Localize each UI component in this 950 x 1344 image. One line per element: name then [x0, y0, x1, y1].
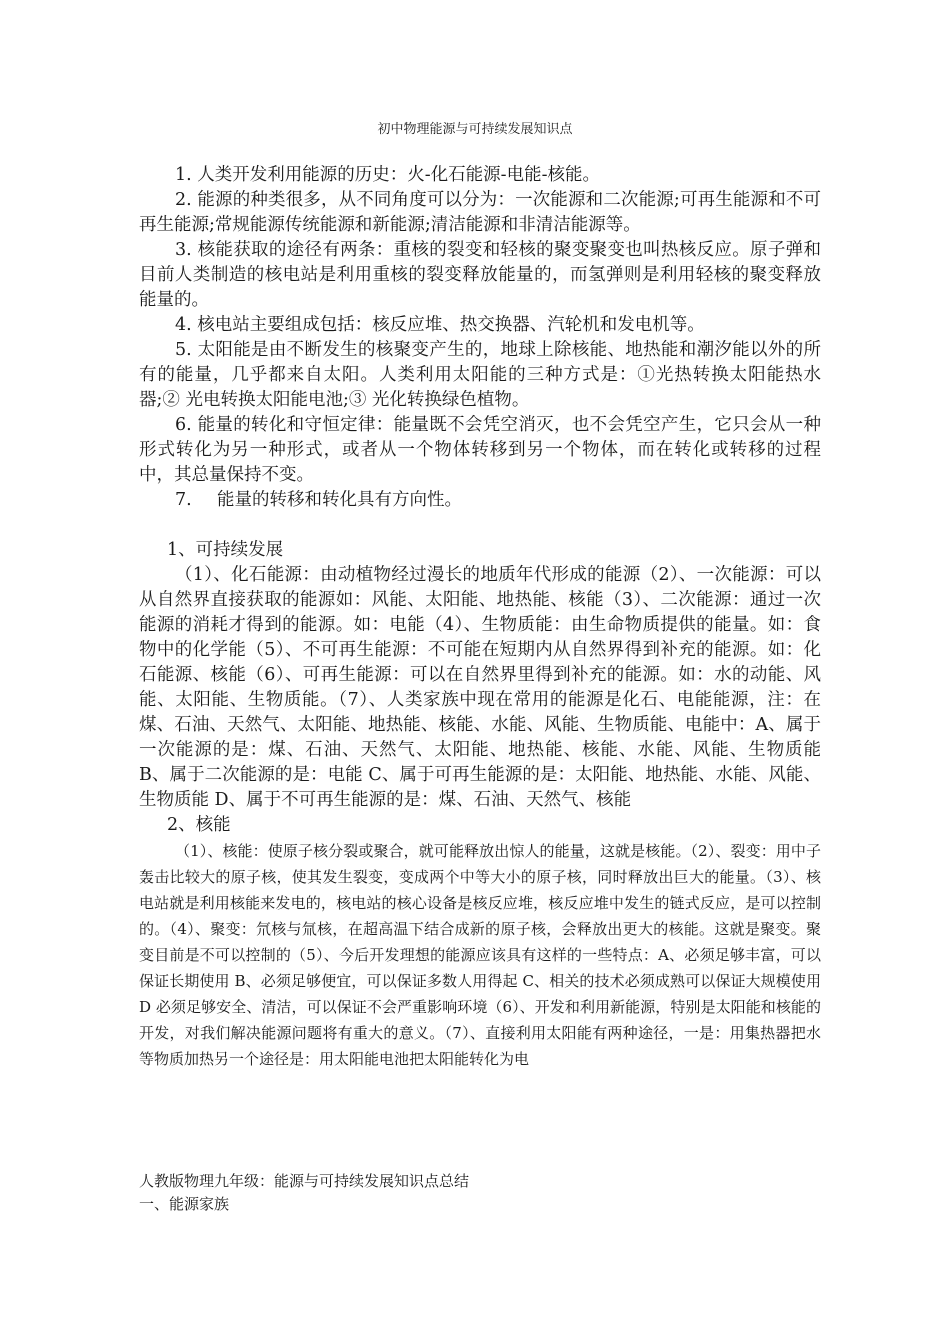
list-item-number: 7. [175, 490, 192, 510]
document-body [139, 163, 821, 1072]
list-item: 6. 能量的转化和守恒定律：能量既不会凭空消灭，也不会凭空产生，它只会从一种形式转化为另一种形式，或者从一个物体转移到另一个物体，而在转化或转移的过程中，其总量保持不变。 [139, 415, 821, 485]
spacer [139, 513, 821, 538]
summary-block [139, 1170, 821, 1216]
list-item: 5. 太阳能是由不断发生的核聚变产生的，地球上除核能、地热能和潮汐能以外的所有的能量，几乎都来自太阳。人类利用太阳能的三种方式是：①光热转换太阳能热水器;② 光电转换太阳能电池;③ 光化转换绿色植物。 [139, 340, 821, 410]
section-paragraph: （1）、核能：使原子核分裂或聚合，就可能释放出惊人的能量，这就是核能。（2）、裂变：用中子轰击比较大的原子核，使其发生裂变，变成两个中等大小的原子核，同时释放出巨大的能量。（3）、核电站就是利用核能来发电的，核电站的核心设备是核反应堆，核反应堆中发生的链式反应，是可以控制的。（4）、聚变：氘核与氚核，在超高温下结合成新的原子核，会释放出更大的核能。这就是聚变。聚变目前是不可以控制的（5）、今后开发理想的能源应该具有这样的一些特点：A、必须足够丰富，可以保证长期使用 B、必须足够便宜，可以保证多数人用得起 C、相关的技术必须成熟可以保证大规模使用 D 必须足够安全、清洁，可以保证不会严重影响环境（6）、开发和利用新能源，特别是太阳能和核能的开发，对我们解决能源问题将有重大的意义。（7）、直接利用太阳能有两种途径，一是：用集热器把水等物质加热另一个途径是：用太阳能电池把太阳能转化为电 [139, 842, 821, 1068]
section-heading: 2、核能 [167, 815, 231, 835]
list-item: 3. 核能获取的途径有两条：重核的裂变和轻核的聚变聚变也叫热核反应。原子弹和目前人类制造的核电站是利用重核的裂变释放能量的，而氢弹则是利用轻核的聚变释放能量的。 [139, 240, 821, 310]
list-item: 1. 人类开发利用能源的历史：火-化石能源-电能-核能。 [175, 165, 600, 185]
list-item: 4. 核电站主要组成包括：核反应堆、热交换器、汽轮机和发电机等。 [175, 315, 705, 335]
summary-subheading: 一、能源家族 [139, 1195, 230, 1213]
summary-title: 人教版物理九年级：能源与可持续发展知识点总结 [139, 1172, 470, 1190]
section-paragraph: （1）、化石能源：由动植物经过漫长的地质年代形成的能源（2）、一次能源：可以从自然界直接获取的能源如：风能、太阳能、地热能、核能（3）、二次能源：通过一次能源的消耗才得到的能源。如：电能（4）、生物质能：由生命物质提供的能量。如：食物中的化学能（5）、不可再生能源：不可能在短期内从自然界得到补充的能源。如：化石能源、核能（6）、可再生能源：可以在自然界里得到补充的能源。如：水的动能、风能、太阳能、生物质能。（7）、人类家族中现在常用的能源是化石、电能能源，注：在煤、石油、天然气、太阳能、地热能、核能、水能、风能、生物质能、电能中：A、属于一次能源的是：煤、石油、天然气、太阳能、地热能、核能、水能、风能、生物质能 B、属于二次能源的是：电能 C、属于可再生能源的是：太阳能、地热能、水能、风能、生物质能 D、属于不可再生能源的是：煤、石油、天然气、核能 [139, 565, 821, 810]
list-item-text: 能量的转移和转化具有方向性。 [217, 490, 462, 510]
section-heading: 1、可持续发展 [167, 540, 284, 560]
document-title: 初中物理能源与可持续发展知识点 [377, 122, 573, 137]
list-item: 2. 能源的种类很多，从不同角度可以分为：一次能源和二次能源;可再生能源和不可再生能源;常规能源传统能源和新能源;清洁能源和非清洁能源等。 [139, 190, 821, 235]
list-item [139, 488, 821, 513]
